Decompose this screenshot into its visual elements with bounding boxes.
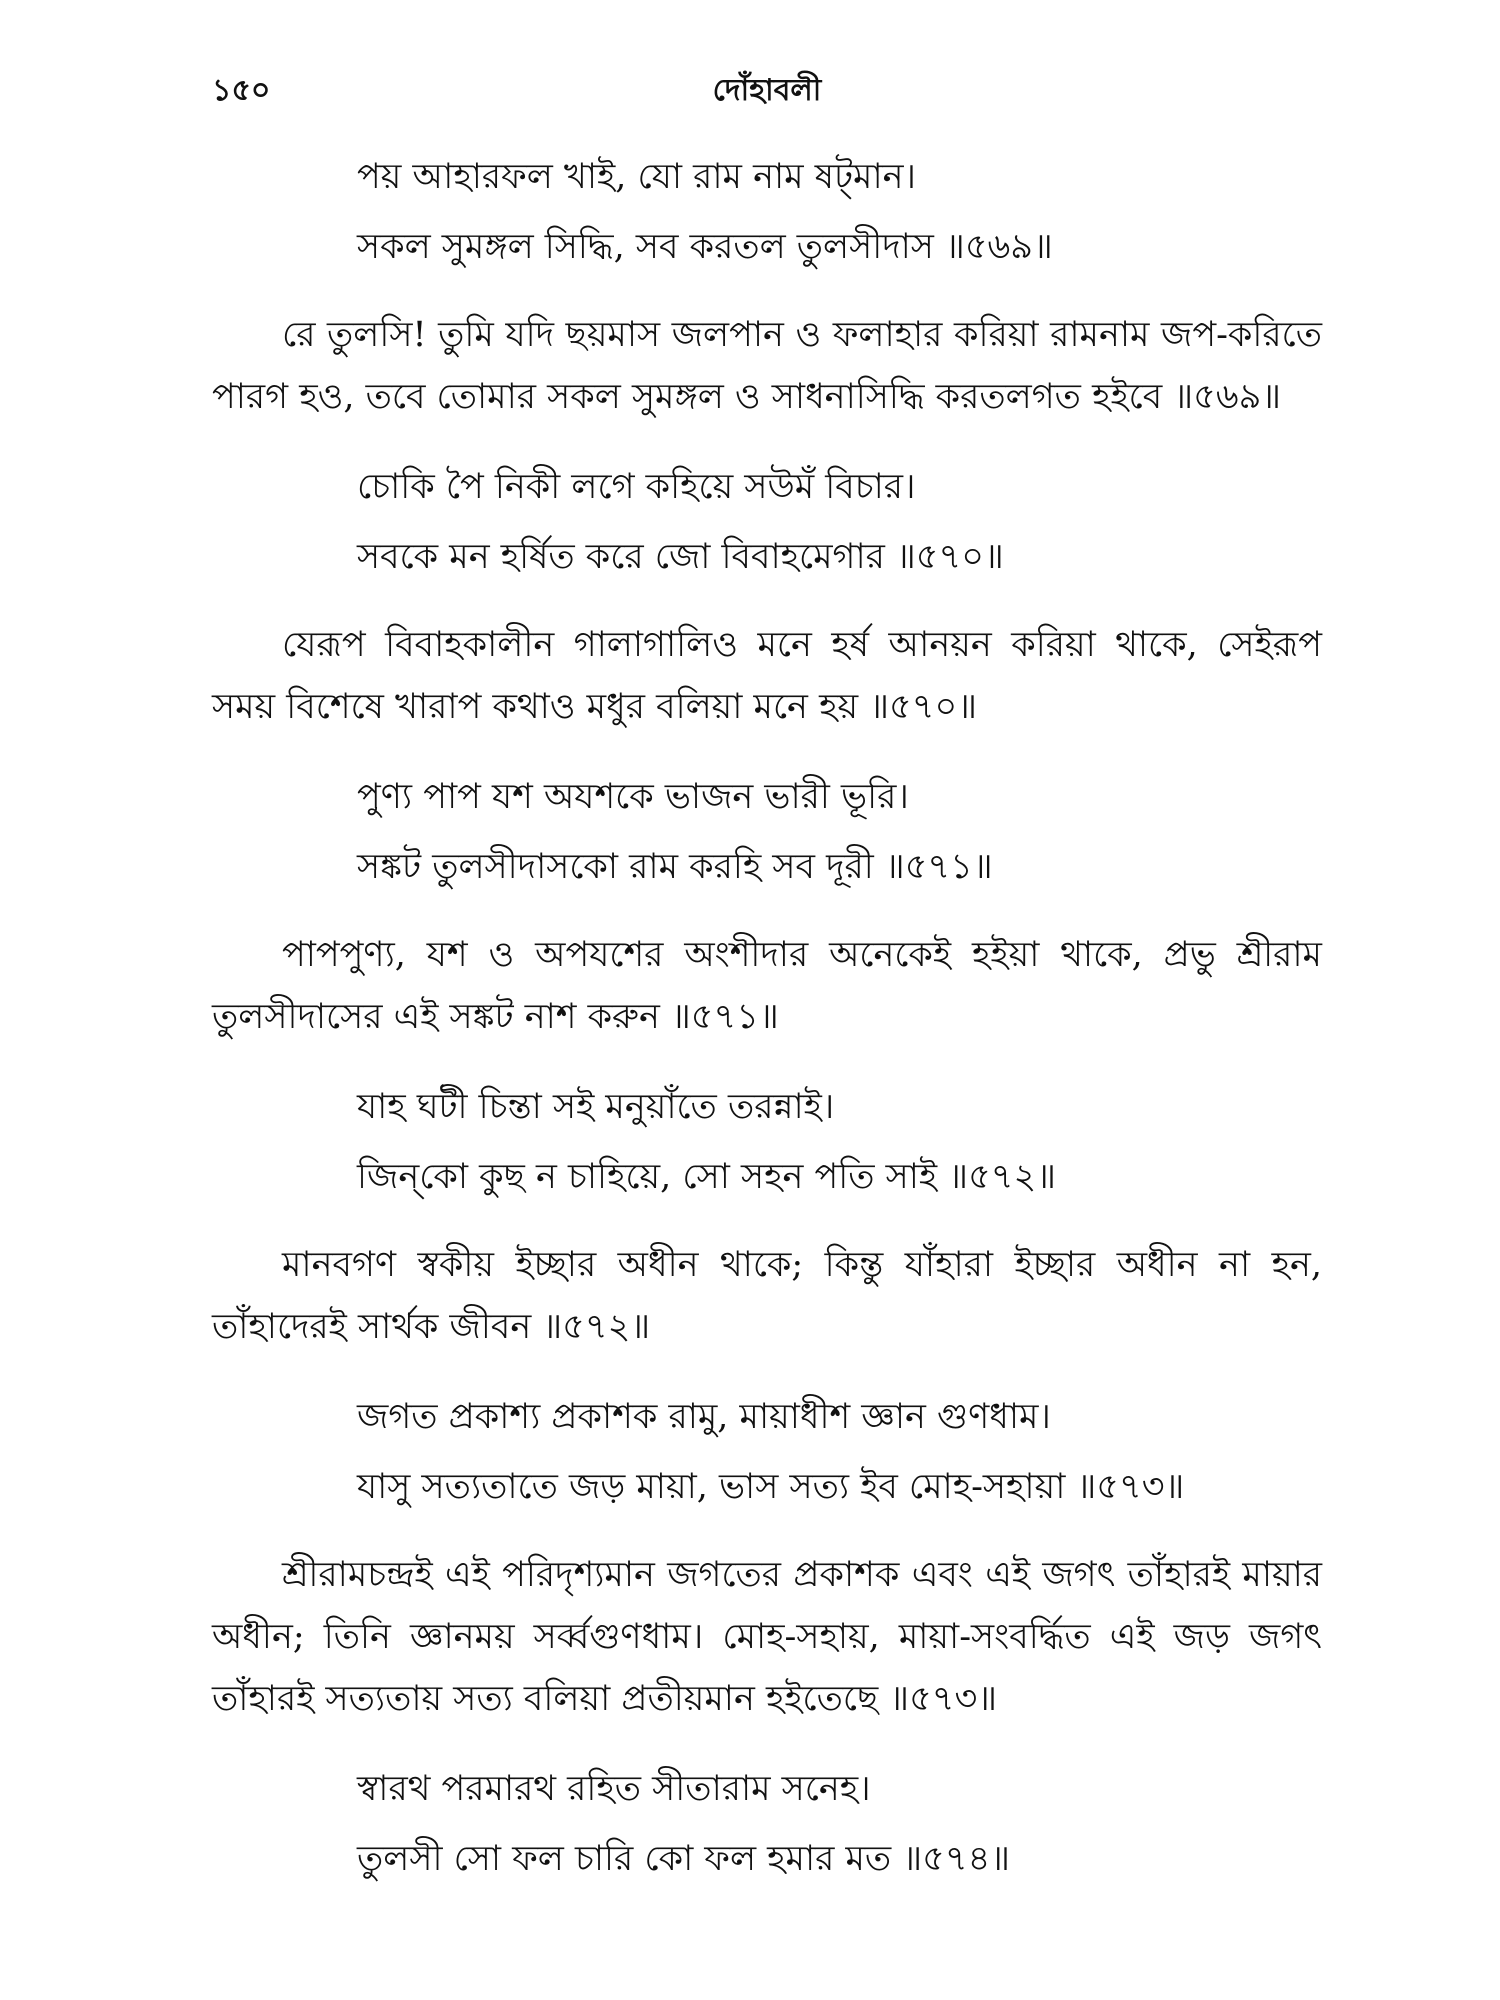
couplet-block-572 xyxy=(212,1072,1322,1358)
verse-line-2: সঙ্কট তুলসীদাসকো রাম করহি সব দূরী ॥৫৭১॥ xyxy=(357,847,993,887)
couplet-block-574 xyxy=(212,1754,1322,1894)
couplet-572 xyxy=(212,1072,1322,1212)
gloss-573: শ্রীরামচন্দ্রই এই পরিদৃশ্যমান জগতের প্রকাশক এবং এই জগৎ তাঁহারই মায়ার অধীন; তিনি জ্ঞানময় সর্ব্বগুণধাম। মোহ-সহায়, মায়া-সংবর্দ্ধিত এই জড় জগৎ তাঁহারই সত্যতায় সত্য বলিয়া প্রতীয়মান হইতেছে ॥৫৭৩॥ xyxy=(212,1555,1322,1719)
gloss-569: রে তুলসি! তুমি যদি ছয়মাস জলপান ও ফলাহার করিয়া রামনাম জপ-করিতে পারগ হও, তবে তোমার সকল সুমঙ্গল ও সাধনাসিদ্ধি করতলগত হইবে ॥৫৬৯॥ xyxy=(212,315,1322,417)
couplet-block-571 xyxy=(212,762,1322,1048)
couplet-571 xyxy=(212,762,1322,902)
couplet-block-573 xyxy=(212,1382,1322,1730)
gloss-571: পাপপুণ্য, যশ ও অপযশের অংশীদার অনেকেই হইয়া থাকে, প্রভু শ্রীরাম তুলসীদাসের এই সঙ্কট নাশ করুন ॥৫৭১॥ xyxy=(212,935,1322,1037)
verse-line-1: পুণ্য পাপ যশ অযশকে ভাজন ভারী ভূরি। xyxy=(357,777,909,817)
verse-line-2: যাসু সত্যতাতে জড় মায়া, ভাস সত্য ইব মোহ-সহায়া ॥৫৭৩॥ xyxy=(357,1467,1185,1507)
verse-line-2: সবকে মন হর্ষিত করে জো বিবাহমেগার ॥৫৭০॥ xyxy=(357,537,1004,577)
gloss-570: যেরূপ বিবাহকালীন গালাগালিও মনে হর্ষ আনয়ন করিয়া থাকে, সেইরূপ সময় বিশেষে খারাপ কথাও মধুর বলিয়া মনে হয় ॥৫৭০॥ xyxy=(212,625,1322,727)
couplet-block-570 xyxy=(212,452,1322,738)
couplet-block-569 xyxy=(212,142,1322,428)
verse-line-2: সকল সুমঙ্গল সিদ্ধি, সব করতল তুলসীদাস ॥৫৬৯॥ xyxy=(357,227,1053,267)
gloss-572: মানবগণ স্বকীয় ইচ্ছার অধীন থাকে; কিন্তু যাঁহারা ইচ্ছার অধীন না হন, তাঁহাদেরই সার্থক জীবন ॥৫৭২॥ xyxy=(212,1245,1322,1347)
couplet-570 xyxy=(212,452,1322,592)
page-body xyxy=(212,142,1322,1894)
running-title: দোঁহাবলী xyxy=(712,73,822,108)
verse-line-1: চোকি পৈ নিকী লগে কহিয়ে সউমঁ বিচার। xyxy=(357,467,916,507)
verse-line-1: জগত প্রকাশ্য প্রকাশক রামু, মায়াধীশ জ্ঞান গুণধাম। xyxy=(357,1397,1051,1437)
verse-line-1: পয় আহারফল খাই, যো রাম নাম ষট্‌মান। xyxy=(357,157,917,197)
couplet-573 xyxy=(212,1382,1322,1522)
couplet-574 xyxy=(212,1754,1322,1894)
page-number: ১৫০ xyxy=(212,73,271,108)
page-header xyxy=(212,66,1322,116)
couplet-569 xyxy=(212,142,1322,282)
verse-line-1: যাহ ঘটী চিন্তা সই মনুয়াঁতে তরন্নাই। xyxy=(357,1087,835,1127)
verse-line-1: স্বারথ পরমারথ রহিত সীতারাম সনেহ। xyxy=(357,1769,871,1809)
verse-line-2: তুলসী সো ফল চারি কো ফল হমার মত ॥৫৭৪॥ xyxy=(357,1839,1011,1879)
verse-line-2: জিন্‌কো কুছ ন চাহিয়ে, সো সহন পতি সাই ॥৫৭২॥ xyxy=(357,1157,1057,1197)
